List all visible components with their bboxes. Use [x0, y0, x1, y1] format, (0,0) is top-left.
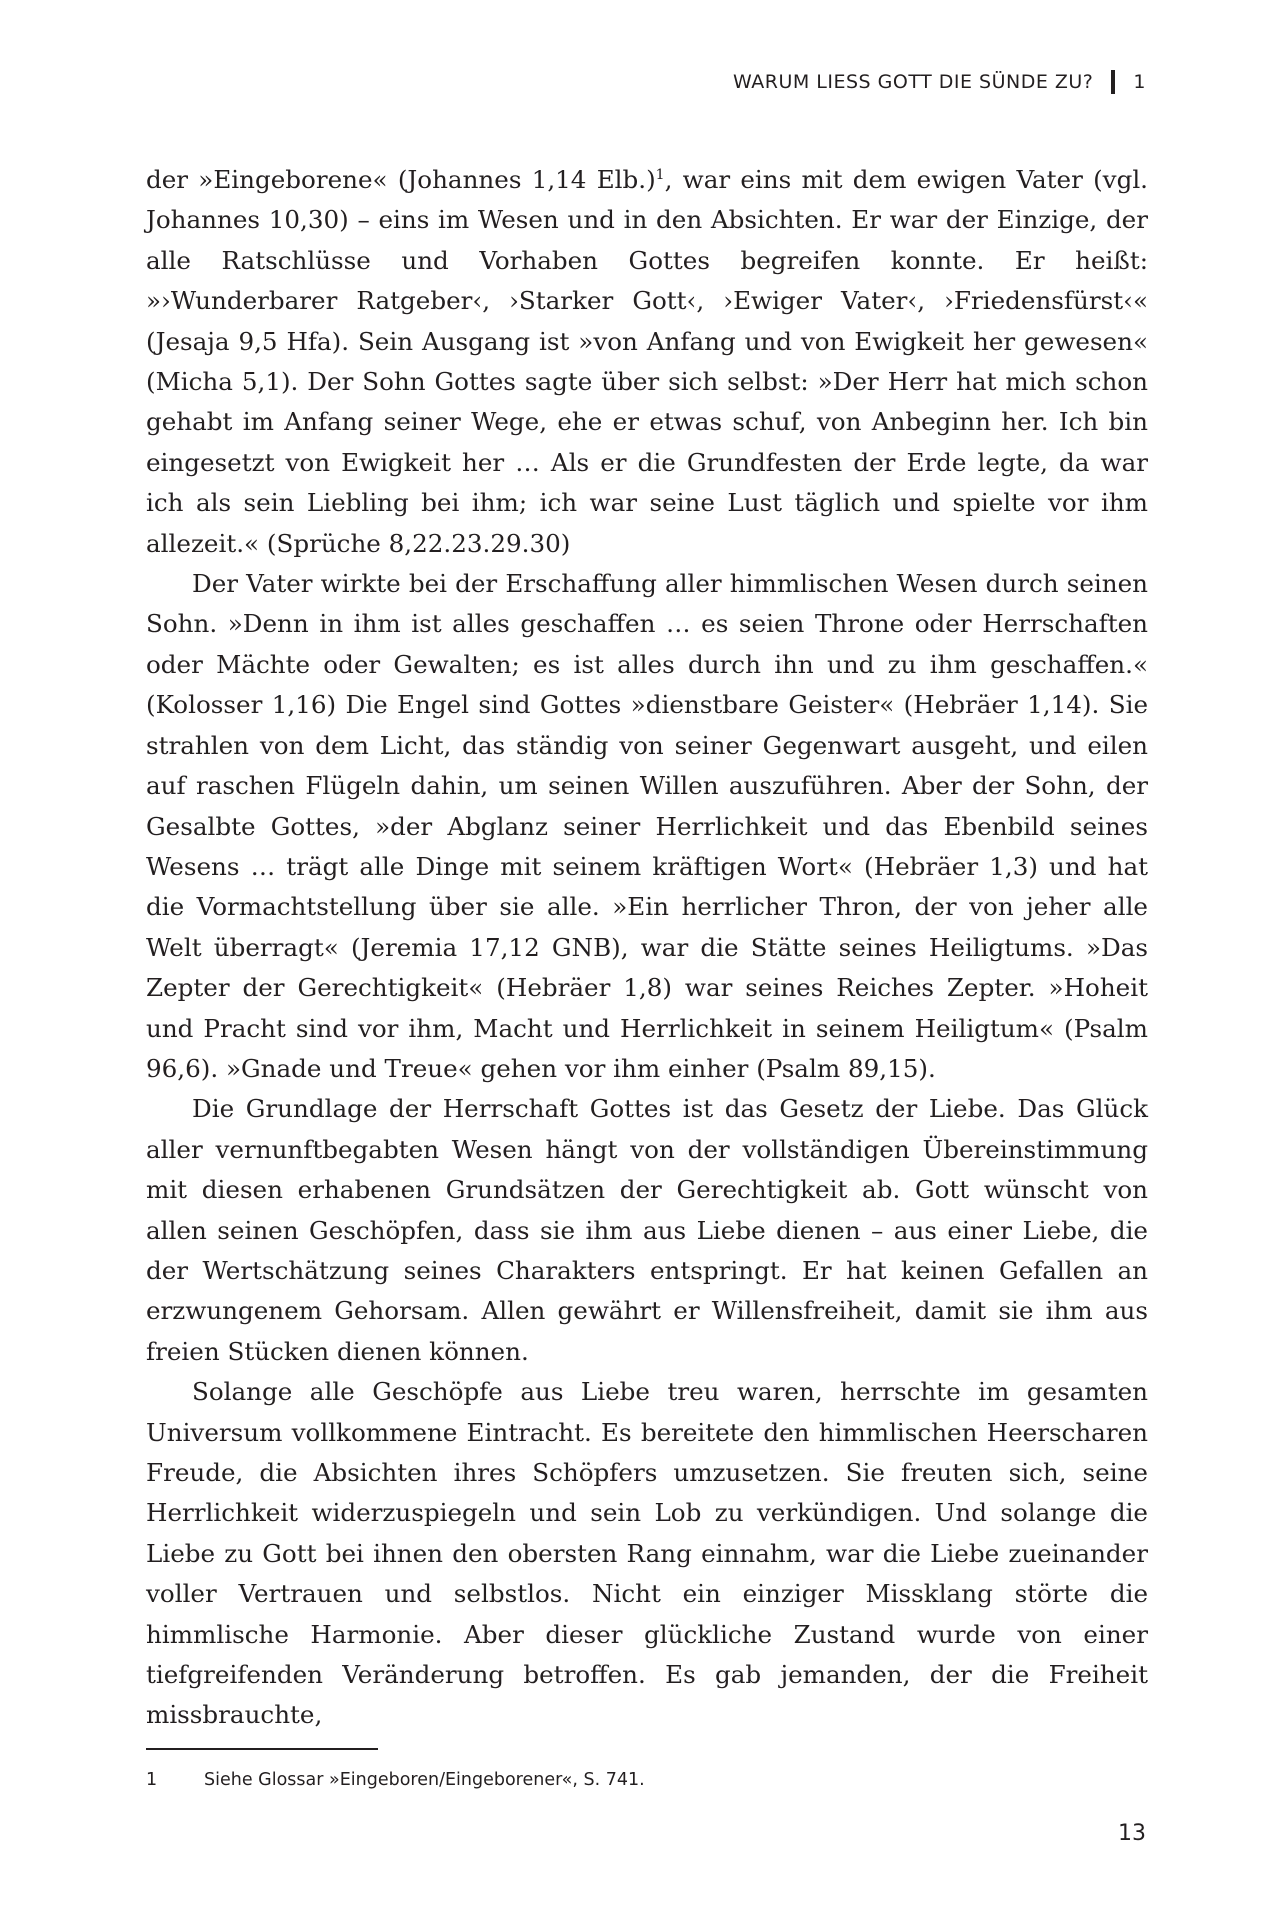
paragraph-1-start: der »Eingeborene« (Johannes 1,14 Elb.): [146, 165, 656, 194]
body-text: [146, 160, 1148, 1736]
footnote: [146, 1770, 645, 1790]
footnote-reference: 1: [655, 166, 665, 183]
page-number: 13: [1118, 1821, 1146, 1846]
running-head: [733, 70, 1146, 94]
paragraph-1: [146, 160, 1148, 564]
chapter-number: 1: [1133, 71, 1146, 93]
running-head-title: WARUM LIESS GOTT DIE SÜNDE ZU?: [733, 71, 1094, 93]
footnote-number: 1: [146, 1770, 158, 1790]
paragraph-1-rest: , war eins mit dem ewigen Vater (vgl. Johannes 10,30) – eins im Wesen und in den Absichten. Er war der Einzige, der alle Ratschlüsse und Vorhaben Gottes begreifen konnte. Er heißt: »›Wunderbarer Ratgeber‹, ›Starker Gott‹, ›Ewiger Vater‹, ›Friedensfürst‹« (Jesaja 9,5 Hfa). Sein Ausgang ist »von Anfang und von Ewigkeit her gewesen« (Micha 5,1). Der Sohn Gottes sagte über sich selbst: »Der Herr hat mich schon gehabt im Anfang seiner Wege, ehe er etwas schuf, von Anbeginn her. Ich bin eingesetzt von Ewigkeit her … Als er die Grundfesten der Erde legte, da war ich als sein Liebling bei ihm; ich war seine Lust täglich und spielte vor ihm allezeit.« (Sprüche 8,22.23.29.30): [146, 165, 1149, 558]
footnote-divider: [146, 1748, 378, 1750]
paragraph-3: Die Grundlage der Herrschaft Gottes ist das Gesetz der Liebe. Das Glück aller vernunftbegabten Wesen hängt von der vollständigen Übereinstimmung mit diesen erhabenen Grundsätzen der Gerechtigkeit ab. Gott wünscht von allen seinen Geschöpfen, dass sie ihm aus Liebe dienen – aus einer Liebe, die der Wertschätzung seines Charakters entspringt. Er hat keinen Gefallen an erzwungenem Gehorsam. Allen gewährt er Willensfreiheit, damit sie ihm aus freien Stücken dienen können.: [146, 1094, 1148, 1366]
footnote-text: Siehe Glossar »Eingeboren/Eingeborener«, S. 741.: [204, 1770, 645, 1790]
paragraph-2: Der Vater wirkte bei der Erschaffung aller himmlischen Wesen durch seinen Sohn. »Denn in ihm ist alles geschaffen … es seien Throne oder Herrschaften oder Mächte oder Gewalten; es ist alles durch ihn und zu ihm geschaffen.« (Kolosser 1,16) Die Engel sind Gottes »dienstbare Geister« (Hebräer 1,14). Sie strahlen von dem Licht, das ständig von seiner Gegenwart ausgeht, und eilen auf raschen Flügeln dahin, um seinen Willen auszuführen. Aber der Sohn, der Gesalbte Gottes, »der Abglanz seiner Herrlichkeit und das Ebenbild seines Wesens … trägt alle Dinge mit seinem kräftigen Wort« (Hebräer 1,3) und hat die Vormachtstellung über sie alle. »Ein herrlicher Thron, der von jeher alle Welt überragt« (Jeremia 17,12 GNB), war die Stätte seines Heiligtums. »Das Zepter der Gerechtigkeit« (Hebräer 1,8) war seines Reiches Zepter. »Hoheit und Pracht sind vor ihm, Macht und Herrlichkeit in seinem Heiligtum« (Psalm 96,6). »Gnade und Treue« gehen vor ihm einher (Psalm 89,15).: [146, 569, 1148, 1083]
paragraph-4: Solange alle Geschöpfe aus Liebe treu waren, herrschte im gesamten Universum vollkommene Eintracht. Es bereitete den himmlischen Heerscharen Freude, die Absichten ihres Schöpfers umzusetzen. Sie freuten sich, seine Herrlichkeit widerzuspiegeln und sein Lob zu verkündigen. Und solange die Liebe zu Gott bei ihnen den obersten Rang einnahm, war die Liebe zueinander voller Vertrauen und selbstlos. Nicht ein einziger Missklang störte die himmlische Harmonie. Aber dieser glückliche Zustand wurde von einer tiefgreifenden Veränderung betroffen. Es gab jemanden, der die Freiheit missbrauchte,: [146, 1377, 1148, 1730]
running-head-separator: [1111, 70, 1115, 94]
